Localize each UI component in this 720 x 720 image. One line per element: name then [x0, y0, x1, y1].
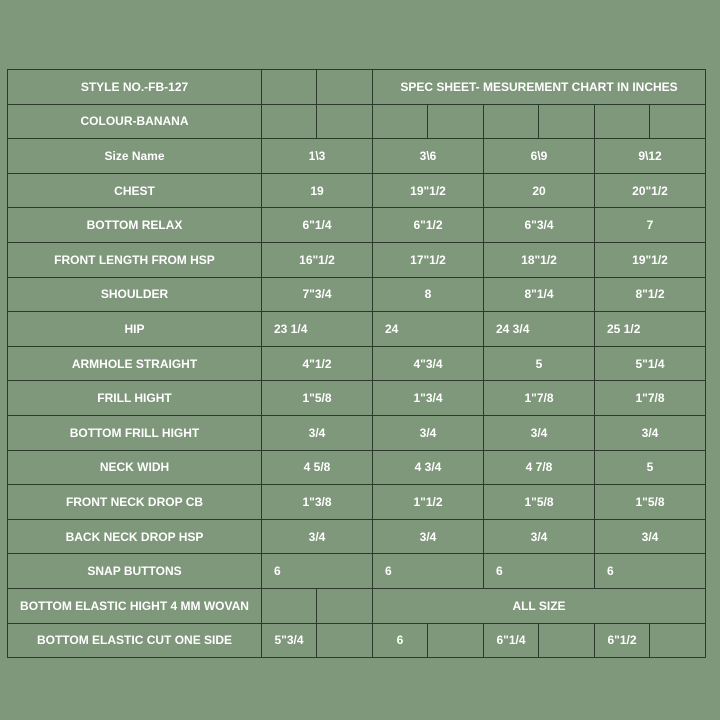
- empty-cell: [650, 104, 706, 139]
- spec-sheet-table: [7, 69, 706, 658]
- size-1-3: 1\3: [262, 139, 373, 174]
- elastic-height-value: ALL SIZE: [373, 588, 706, 623]
- size-6-9: 6\9: [484, 139, 595, 174]
- measurement-label: NECK WIDH: [8, 450, 262, 485]
- measurement-value: 1"5/8: [595, 485, 706, 520]
- size-name-label: Size Name: [8, 139, 262, 174]
- measurement-value: 6"1/2: [373, 208, 484, 243]
- empty-cell: [539, 623, 595, 658]
- measurement-value: 1"7/8: [484, 381, 595, 416]
- measurement-value: 4 5/8: [262, 450, 373, 485]
- measurement-value: 19"1/2: [373, 173, 484, 208]
- colour-label: COLOUR-BANANA: [8, 104, 262, 139]
- measurement-value: 7: [595, 208, 706, 243]
- measurement-row: [8, 208, 706, 243]
- measurement-value: 4"3/4: [373, 346, 484, 381]
- measurement-value: 24: [373, 312, 484, 347]
- measurement-label: BACK NECK DROP HSP: [8, 519, 262, 554]
- measurement-value: 6: [595, 554, 706, 589]
- measurement-value: 1"5/8: [262, 381, 373, 416]
- colour-row: [8, 104, 706, 139]
- empty-cell: [650, 623, 706, 658]
- empty-cell: [317, 623, 373, 658]
- measurement-label: BOTTOM FRILL HIGHT: [8, 415, 262, 450]
- style-number: STYLE NO.-FB-127: [8, 70, 262, 105]
- measurement-label: SNAP BUTTONS: [8, 554, 262, 589]
- measurement-value: 19"1/2: [595, 242, 706, 277]
- empty-cell: [262, 70, 317, 105]
- measurement-row: [8, 312, 706, 347]
- elastic-height-label: BOTTOM ELASTIC HIGHT 4 MM WOVAN: [8, 588, 262, 623]
- sheet-title: SPEC SHEET- MESUREMENT CHART IN INCHES: [373, 70, 706, 105]
- measurement-row: [8, 277, 706, 312]
- size-9-12: 9\12: [595, 139, 706, 174]
- measurement-value: 3/4: [595, 519, 706, 554]
- empty-cell: [484, 104, 539, 139]
- measurement-value: 3/4: [262, 519, 373, 554]
- measurement-row: [8, 485, 706, 520]
- measurement-row: [8, 242, 706, 277]
- elastic-height-row: [8, 588, 706, 623]
- measurement-value: 3/4: [262, 415, 373, 450]
- empty-cell: [317, 104, 373, 139]
- elastic-cut-row: [8, 623, 706, 658]
- empty-cell: [428, 104, 484, 139]
- empty-cell: [262, 588, 317, 623]
- measurement-label: HIP: [8, 312, 262, 347]
- measurement-value: 17"1/2: [373, 242, 484, 277]
- measurement-value: 3/4: [484, 519, 595, 554]
- elastic-cut-value: 5"3/4: [262, 623, 317, 658]
- empty-cell: [428, 623, 484, 658]
- measurement-value: 5: [484, 346, 595, 381]
- measurement-value: 20: [484, 173, 595, 208]
- elastic-cut-value: 6"1/2: [595, 623, 650, 658]
- empty-cell: [262, 104, 317, 139]
- measurement-value: 6: [262, 554, 373, 589]
- measurement-value: 24 3/4: [484, 312, 595, 347]
- measurement-value: 4 3/4: [373, 450, 484, 485]
- measurement-value: 5: [595, 450, 706, 485]
- measurement-value: 4 7/8: [484, 450, 595, 485]
- measurement-row: [8, 381, 706, 416]
- measurement-value: 6: [484, 554, 595, 589]
- measurement-label: FRONT NECK DROP CB: [8, 485, 262, 520]
- measurement-row: [8, 415, 706, 450]
- measurement-value: 8: [373, 277, 484, 312]
- elastic-cut-label: BOTTOM ELASTIC CUT ONE SIDE: [8, 623, 262, 658]
- header-row: [8, 70, 706, 105]
- size-3-6: 3\6: [373, 139, 484, 174]
- measurement-value: 3/4: [484, 415, 595, 450]
- measurement-row: [8, 519, 706, 554]
- measurement-value: 8"1/4: [484, 277, 595, 312]
- empty-cell: [317, 70, 373, 105]
- measurement-value: 1"5/8: [484, 485, 595, 520]
- measurement-value: 18"1/2: [484, 242, 595, 277]
- measurement-value: 3/4: [595, 415, 706, 450]
- measurement-value: 1"7/8: [595, 381, 706, 416]
- measurement-value: 3/4: [373, 519, 484, 554]
- empty-cell: [595, 104, 650, 139]
- measurement-value: 1"3/8: [262, 485, 373, 520]
- empty-cell: [317, 588, 373, 623]
- size-name-row: [8, 139, 706, 174]
- measurement-value: 3/4: [373, 415, 484, 450]
- elastic-cut-value: 6"1/4: [484, 623, 539, 658]
- elastic-cut-value: 6: [373, 623, 428, 658]
- measurement-value: 8"1/2: [595, 277, 706, 312]
- measurement-label: FRILL HIGHT: [8, 381, 262, 416]
- measurement-row: [8, 346, 706, 381]
- measurement-label: CHEST: [8, 173, 262, 208]
- measurement-value: 6: [373, 554, 484, 589]
- measurement-label: BOTTOM RELAX: [8, 208, 262, 243]
- measurement-value: 19: [262, 173, 373, 208]
- empty-cell: [539, 104, 595, 139]
- empty-cell: [373, 104, 428, 139]
- measurement-value: 6"1/4: [262, 208, 373, 243]
- measurement-value: 23 1/4: [262, 312, 373, 347]
- measurement-value: 1"3/4: [373, 381, 484, 416]
- measurement-value: 25 1/2: [595, 312, 706, 347]
- measurement-row: [8, 450, 706, 485]
- measurement-label: FRONT LENGTH FROM HSP: [8, 242, 262, 277]
- measurement-value: 6"3/4: [484, 208, 595, 243]
- measurement-label: ARMHOLE STRAIGHT: [8, 346, 262, 381]
- measurement-value: 7"3/4: [262, 277, 373, 312]
- measurement-row: [8, 173, 706, 208]
- measurement-value: 5"1/4: [595, 346, 706, 381]
- measurement-value: 4"1/2: [262, 346, 373, 381]
- measurement-label: SHOULDER: [8, 277, 262, 312]
- measurement-value: 1"1/2: [373, 485, 484, 520]
- measurement-row: [8, 554, 706, 589]
- measurement-value: 20"1/2: [595, 173, 706, 208]
- measurement-value: 16"1/2: [262, 242, 373, 277]
